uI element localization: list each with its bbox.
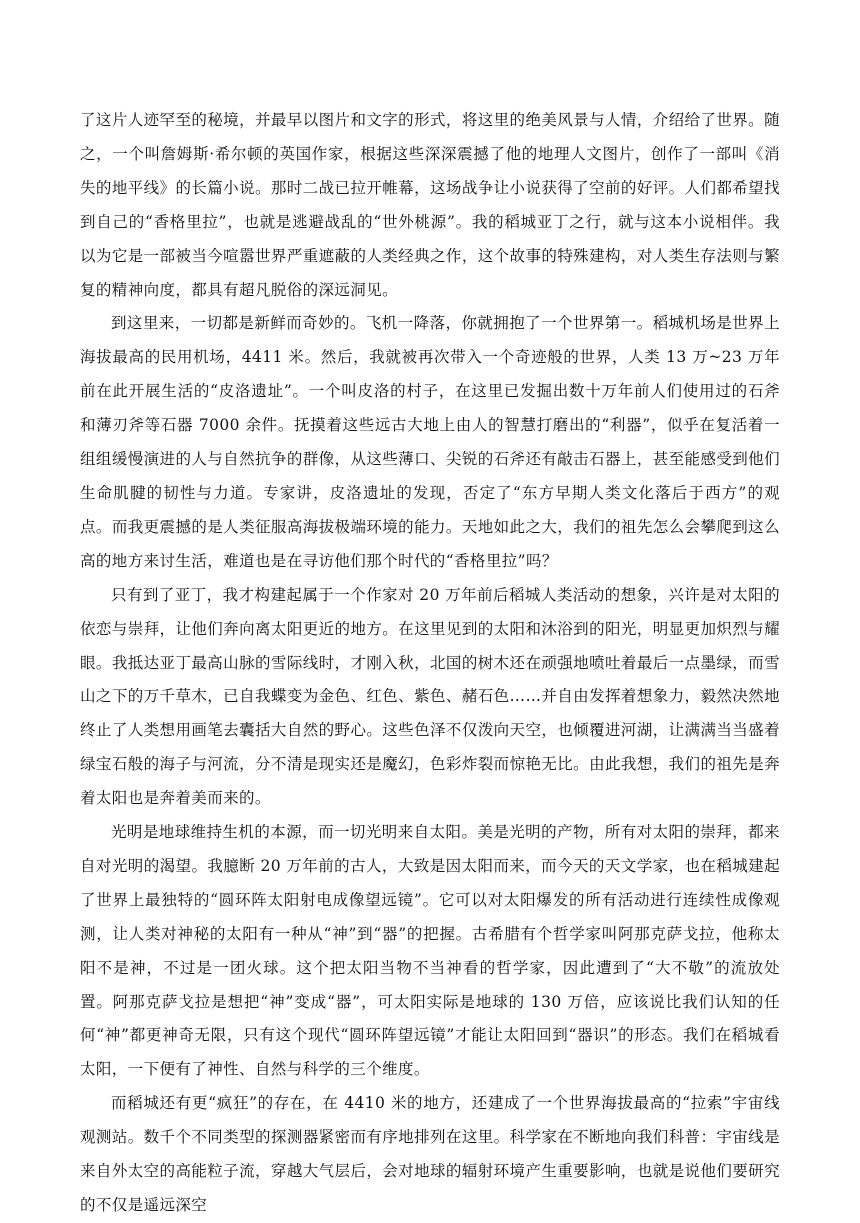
paragraph-continued: 了这片人迹罕至的秘境，并最早以图片和文字的形式，将这里的绝美风景与人情，介绍给了世界。随之，一个叫詹姆斯·希尔顿的英国作家，根据这些深深震撼了他的地理人文图片，创作了一部叫《消失的地平线》的长篇小说。那时二战已拉开帷幕，这场战争让小说获得了空前的好评。人们都希望找到自己的“香格里拉”，也就是逃避战乱的“世外桃源”。我的稻城亚丁之行，就与这本小说相伴。我以为它是一部被当今喧嚣世界严重遮蔽的人类经典之作，这个故事的特殊建构，对人类生存法则与繁复的精神向度，都具有超凡脱俗的深远洞见。 [80,111,780,299]
paragraph-yading: 只有到了亚丁，我才构建起属于一个作家对 20 万年前后稻城人类活动的想象，兴许是对太阳的依恋与崇拜，让他们奔向离太阳更近的地方。在这里见到的太阳和沐浴到的阳光，明显更加炽烈与耀眼。我抵达亚丁最高山脉的雪际线时，才刚入秋，北国的树木还在顽强地喷吐着最后一点墨绿，而雪山之下的万千草木，已自我蝶变为金色、红色、紫色、赭石色……并自由发挥着想象力，毅然决然地终止了人类想用画笔去囊括大自然的野心。这些色泽不仅泼向天空，也倾覆进河湖，让满满当当盛着绿宝石般的海子与河流，分不清是现实还是魔幻，色彩炸裂而惊艳无比。由此我想，我们的祖先是奔着太阳也是奔着美而来的。 [80,585,780,808]
paragraph-lhaaso: 而稻城还有更“疯狂”的存在，在 4410 米的地方，还建成了一个世界海拔最高的“拉索”宇宙线观测站。数千个不同类型的探测器紧密而有序地排列在这里。科学家在不断地向我们科普：宇宙线是来自外太空的高能粒子流，穿越大气层后，会对地球的辐射环境产生重要影响，也就是说他们要研究的不仅是遥远深空 [80,1094,780,1214]
article-body [80,104,780,1223]
paragraph-arrival: 到这里来，一切都是新鲜而奇妙的。飞机一降落，你就拥抱了一个世界第一。稻城机场是世界上海拔最高的民用机场，4411 米。然后，我就被再次带入一个奇迹般的世界，人类 13 万~23 万年前在此开展生活的“皮洛遗址”。一个叫皮洛的村子，在这里已发掘出数十万年前人们使用过的石斧和薄刃斧等石器 7000 余件。抚摸着这些远古大地上由人的智慧打磨出的“利器”，似乎在复活着一组组缓慢演进的人与自然抗争的群像，从这些薄口、尖锐的石斧还有敲击石器上，甚至能感受到他们生命肌腱的韧性与力道。专家讲，皮洛遗址的发现，否定了“东方早期人类文化落后于西方”的观点。而我更震撼的是人类征服高海拔极端环境的能力。天地如此之大，我们的祖先怎么会攀爬到这么高的地方来讨生活，难道也是在寻访他们那个时代的“香格里拉”吗？ [80,314,780,570]
paragraph-light-and-sun: 光明是地球维持生机的本源，而一切光明来自太阳。美是光明的产物，所有对太阳的崇拜，都来自对光明的渴望。我臆断 20 万年前的古人，大致是因太阳而来，而今天的天文学家，也在稻城建起了世界上最独特的“圆环阵太阳射电成像望远镜”。它可以对太阳爆发的所有活动进行连续性成像观测，让人类对神秘的太阳有一种从“神”到“器”的把握。古希腊有个哲学家叫阿那克萨戈拉，他称太阳不是神，不过是一团火球。这个把太阳当物不当神看的哲学家，因此遭到了“大不敬”的流放处置。阿那克萨戈拉是想把“神”变成“器”，可太阳实际是地球的 130 万倍，应该说比我们认知的任何“神”都更神奇无限，只有这个现代“圆环阵望远镜”才能让太阳回到“器识”的形态。我们在稻城看太阳，一下便有了神性、自然与科学的三个维度。 [80,823,780,1079]
